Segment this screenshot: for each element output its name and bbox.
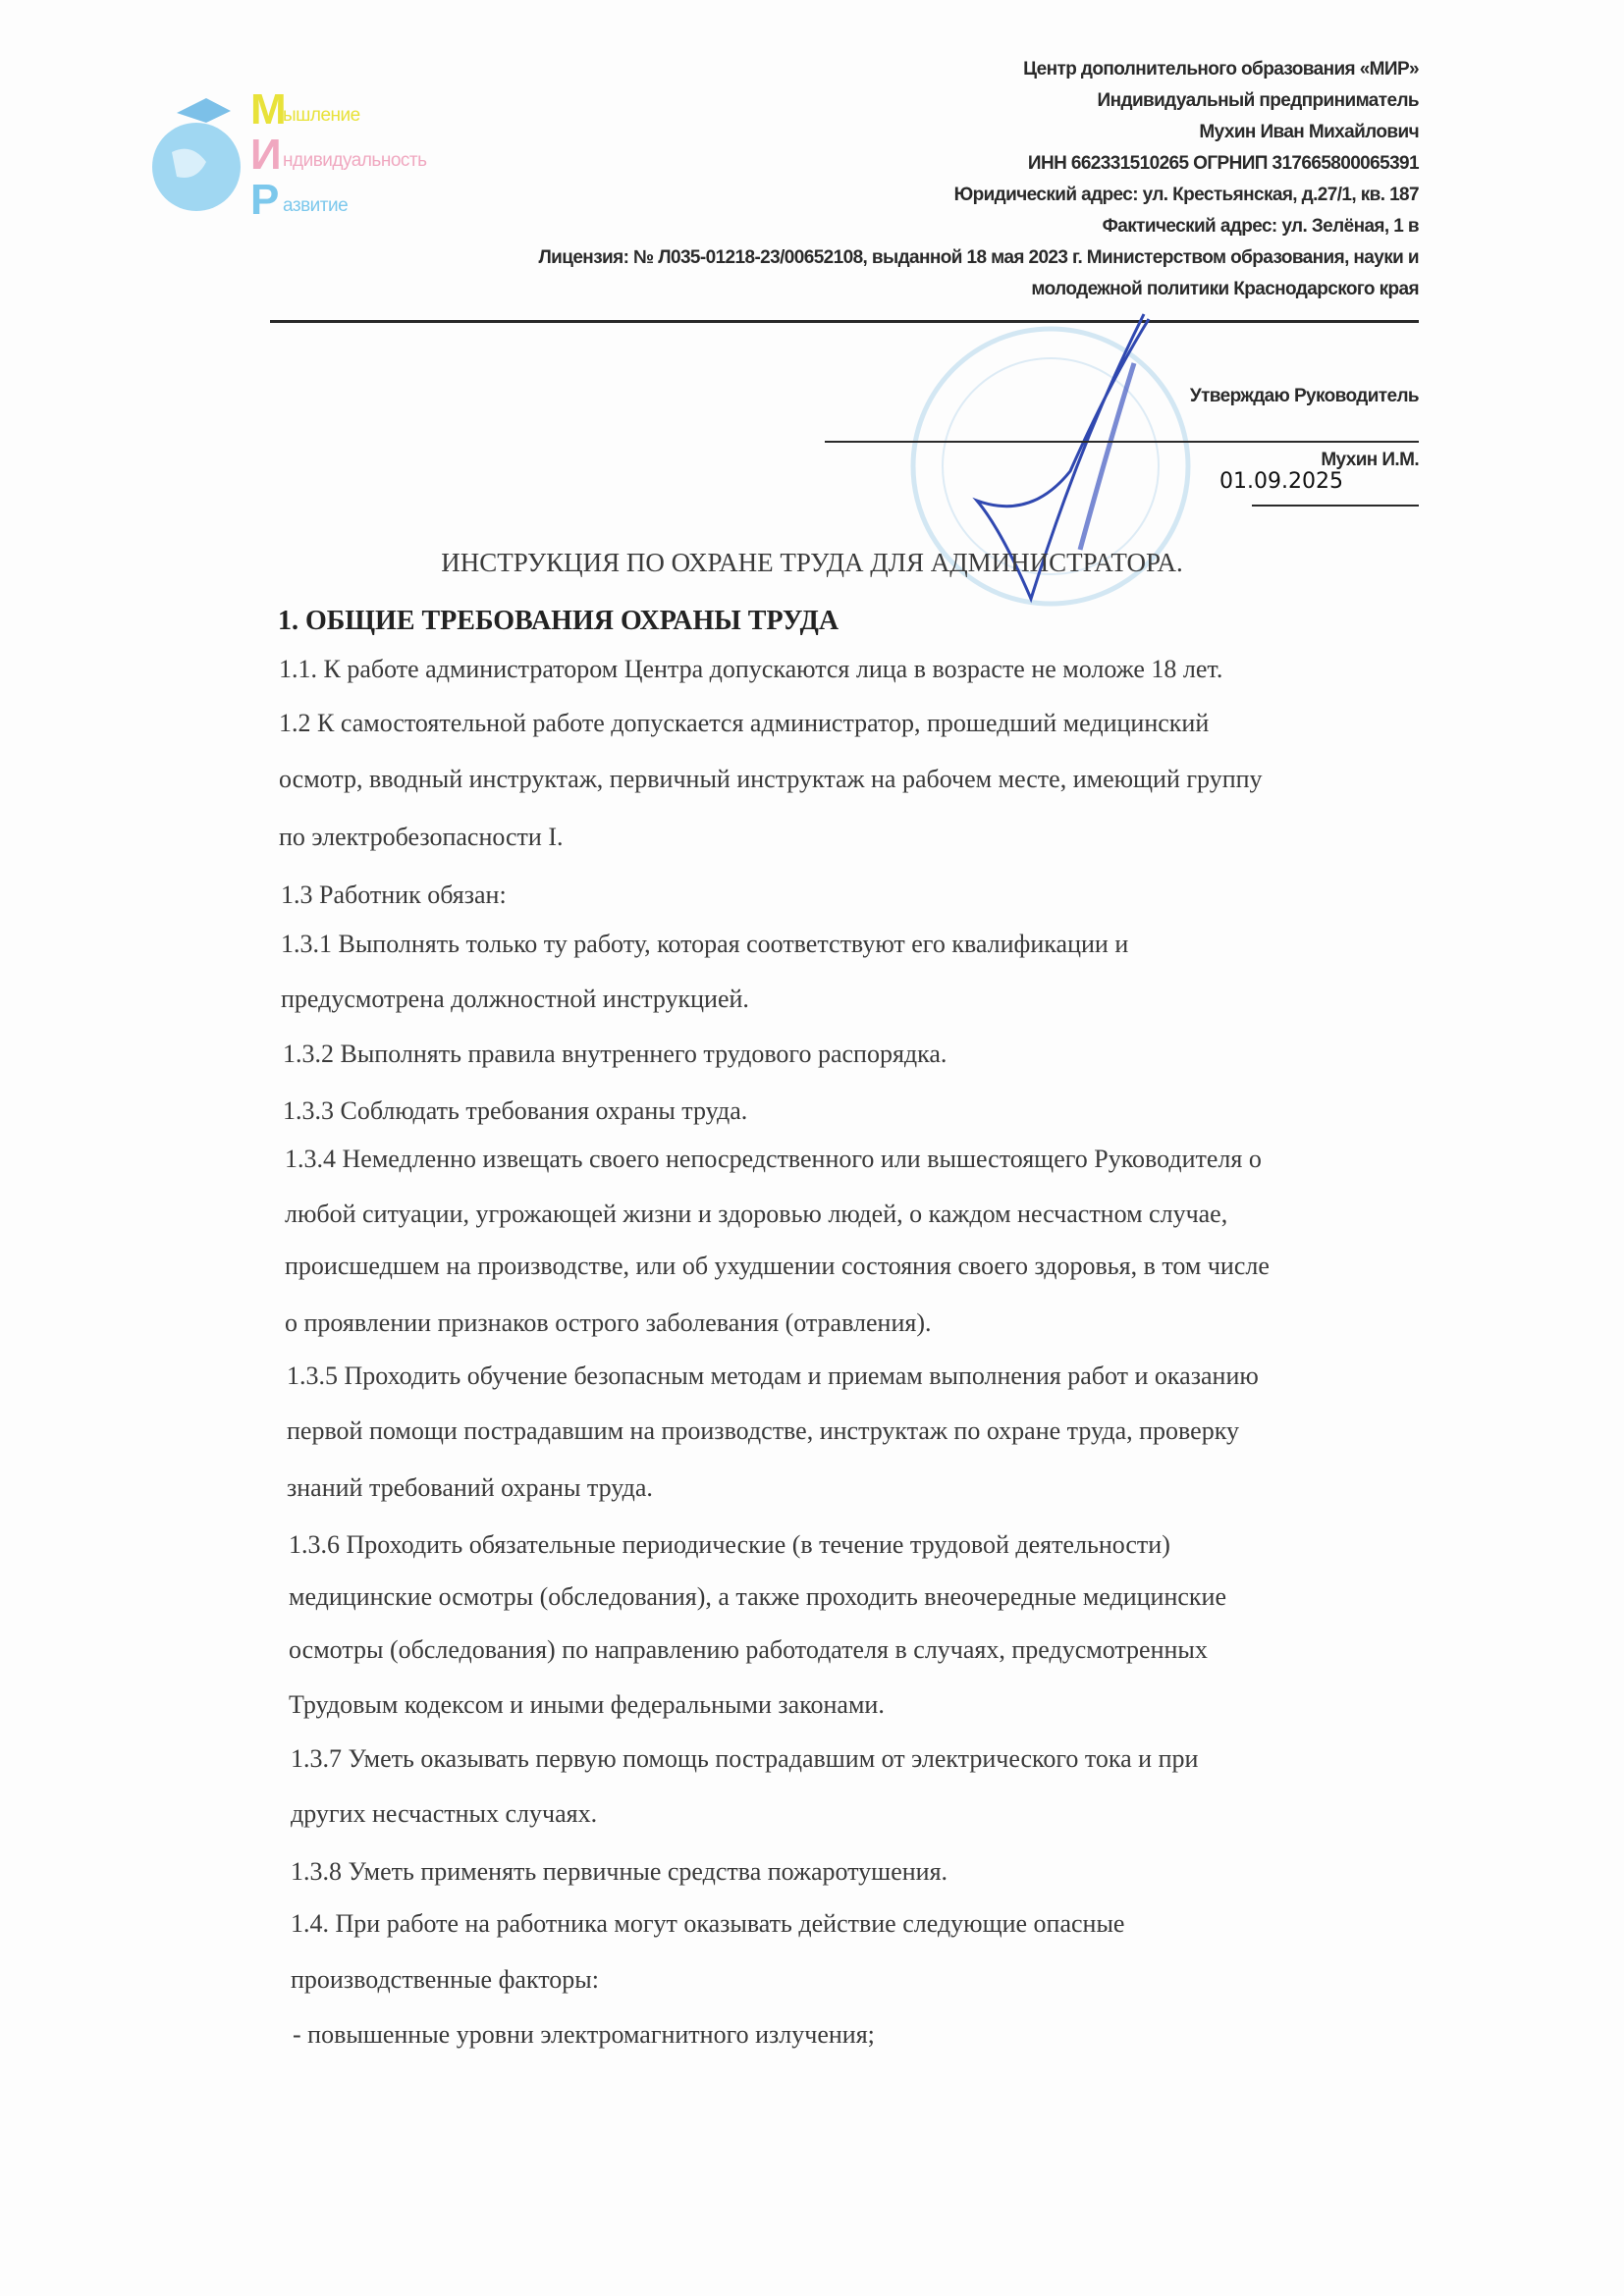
body-line: осмотры (обследования) по направлению работодателя в случаях, предусмотренных [289,1635,1208,1664]
body-line: 1.3.3 Соблюдать требования охраны труда. [283,1096,748,1125]
approval-label: Утверждаю Руководитель [1189,386,1419,406]
body-line: 1.3.5 Проходить обучение безопасным методам и приемам выполнения работ и оказанию [287,1362,1259,1390]
globe-icon [147,83,255,231]
logo-letter-m: М [250,85,287,133]
header-line: Центр дополнительного образования «МИР» [1023,59,1419,80]
header-line: Фактический адрес: ул. Зелёная, 1 в [1102,216,1419,237]
header-line: ИНН 662331510265 ОГРНИП 317665800065391 [1027,153,1419,174]
body-line: 1.3.8 Уметь применять первичные средства пожаротушения. [291,1857,948,1886]
body-line: 1.3.4 Немедленно извещать своего непосредственного или вышестоящего Руководителя о [285,1145,1262,1173]
section-heading: 1. ОБЩИЕ ТРЕБОВАНИЯ ОХРАНЫ ТРУДА [278,606,839,636]
body-line: Трудовым кодексом и иными федеральными законами. [289,1690,885,1719]
header-line: Юридический адрес: ул. Крестьянская, д.27/1, кв. 187 [953,185,1419,205]
body-line: о проявлении признаков острого заболевания (отравления). [285,1308,932,1337]
body-line: любой ситуации, угрожающей жизни и здоровью людей, о каждом несчастном случае, [285,1200,1228,1228]
logo-letter-r: Р [250,176,280,224]
body-line: 1.1. К работе администратором Центра допускаются лица в возрасте не моложе 18 лет. [279,655,1223,683]
body-line: 1.3.2 Выполнять правила внутреннего трудового распорядка. [283,1040,947,1068]
body-line: по электробезопасности I. [279,823,564,851]
signature-line [825,441,1419,443]
body-line: первой помощи пострадавшим на производстве, инструктаж по охране труда, проверку [287,1416,1239,1445]
header-line: Мухин Иван Михайлович [1199,122,1419,142]
logo-word: ышление [283,105,360,126]
document-title: ИНСТРУКЦИЯ ПО ОХРАНЕ ТРУДА ДЛЯ АДМИНИСТРАТОРА. [441,548,1183,577]
body-line: - повышенные уровни электромагнитного излучения; [293,2020,875,2049]
logo [147,83,520,231]
body-line: 1.3.7 Уметь оказывать первую помощь пострадавшим от электрического тока и при [291,1744,1199,1773]
body-line: предусмотрена должностной инструкцией. [281,985,749,1013]
date-line [1252,505,1419,507]
logo-word: азвитие [283,195,349,216]
body-line: 1.3 Работник обязан: [281,881,507,909]
logo-word: ндивидуальность [283,150,427,171]
body-line: 1.3.6 Проходить обязательные периодические (в течение трудовой деятельности) [289,1530,1170,1559]
body-line: осмотр, вводный инструктаж, первичный инструктаж на рабочем месте, имеющий группу [279,765,1263,793]
approval-date: 01.09.2025 [1219,469,1343,494]
body-line: 1.2 К самостоятельной работе допускается администратор, прошедший медицинский [279,709,1210,737]
body-line: знаний требований охраны труда. [287,1473,653,1502]
body-line: других несчастных случаях. [291,1799,598,1828]
header-line: Индивидуальный предприниматель [1097,90,1419,111]
body-line: происшедшем на производстве, или об ухудшении состояния своего здоровья, в том числе [285,1252,1270,1280]
approver-name: Мухин И.М. [1321,450,1419,470]
header-line: молодежной политики Краснодарского края [1031,279,1419,299]
logo-letter-i: И [250,131,282,179]
body-line: производственные факторы: [291,1965,599,1994]
header-line: Лицензия: № Л035-01218-23/00652108, выданной 18 мая 2023 г. Министерством образования, науки и [538,247,1419,268]
body-line: 1.3.1 Выполнять только ту работу, которая соответствуют его квалификации и [281,930,1129,958]
body-line: 1.4. При работе на работника могут оказывать действие следующие опасные [291,1909,1125,1938]
body-line: медицинские осмотры (обследования), а также проходить внеочередные медицинские [289,1582,1226,1611]
